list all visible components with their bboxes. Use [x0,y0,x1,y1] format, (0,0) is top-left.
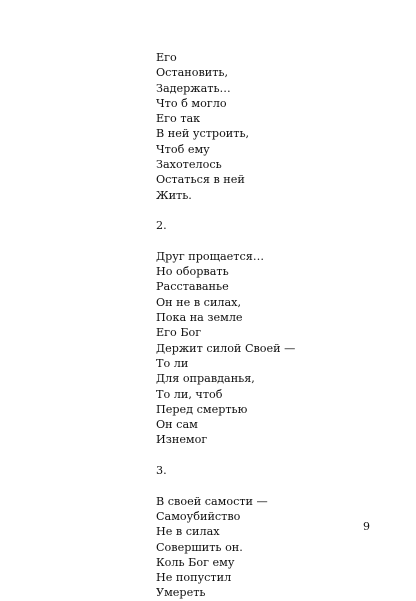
poem-line: Перед смертью [156,402,248,416]
poem-line: Пока на земле [156,311,243,325]
poem-line: Самоубийство [156,509,241,523]
poem-line: Не попустил [156,571,232,585]
stanza-gap [156,203,396,218]
poem-line: Не в силах [156,525,220,539]
poem-line: Остаться в ней [156,173,245,187]
poem-line: В ней устроить, [156,127,250,141]
page-number: 9 [363,520,370,533]
poem-line: Остановить, [156,66,229,80]
poem-line: Совершить он. [156,540,243,554]
poem-text [156,50,396,601]
poem-line: Чтоб ему [156,142,210,156]
poem-line: Для оправданья, [156,372,255,386]
poem-line: Изнемог [156,433,208,447]
poem-line: Задержать… [156,81,231,95]
poem-line: Что б могло [156,96,227,110]
poem-line: Держит силой Своей — [156,341,296,355]
poem-line: Жить. [156,188,192,202]
poem-line: Коль Бог ему [156,555,235,569]
poem-line: Друг прощается… [156,249,265,263]
poem-line: Его [156,51,177,64]
poem-line: Он сам [156,418,198,432]
section-number-3: 3. [156,464,167,478]
poem-line: В своей самости — [156,494,268,508]
stanza-gap [156,478,396,493]
poem-line: Но оборвать [156,265,229,279]
stanza-1 [156,50,396,203]
stanza-3 [156,494,396,601]
poem-line: Захотелось [156,158,222,172]
poem-line: Он не в силах, [156,295,242,309]
poem-line: Его так [156,112,201,126]
poem-line: Его Бог [156,326,202,340]
section-number-2: 2. [156,219,167,233]
stanza-2 [156,249,396,448]
stanza-gap [156,448,396,463]
poem-line: Расставанье [156,280,229,294]
poem-line: То ли [156,356,189,370]
stanza-gap [156,234,396,249]
poem-line: То ли, чтоб [156,387,223,401]
poem-line: Умереть [156,586,206,600]
